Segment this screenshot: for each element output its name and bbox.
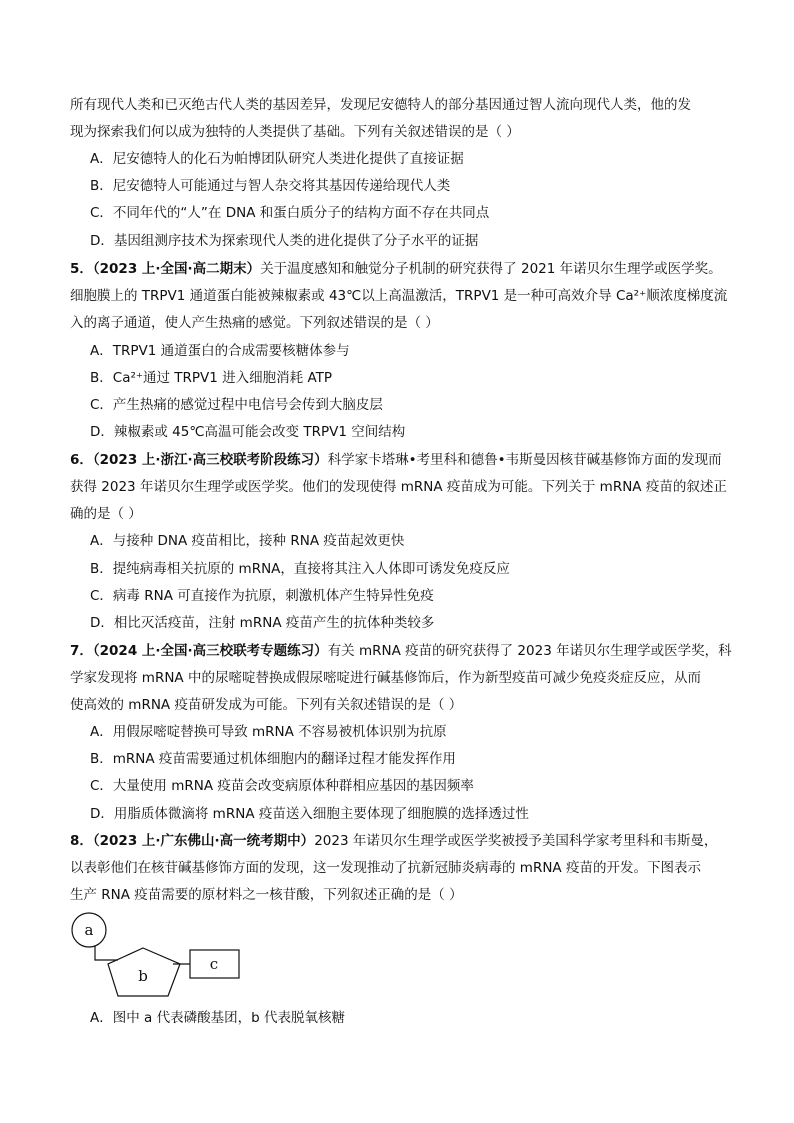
q6-stem-line-2: 获得 2023 年诺贝尔生理学或医学奖。他们的发现使得 mRNA 疫苗成为可能。下列关于 mRNA 疫苗的叙述正 xyxy=(70,479,727,495)
q6-option-c: C．病毒 RNA 可直接作为抗原，刺激机体产生特异性免疫 xyxy=(90,588,434,604)
q6-option-d: D．相比灭活疫苗，注射 mRNA 疫苗产生的抗体种类较多 xyxy=(90,615,435,631)
q8-stem-line-3: 生产 RNA 疫苗需要的原材料之一核苷酸，下列叙述正确的是（ ） xyxy=(70,887,463,903)
label-c: c xyxy=(209,955,219,973)
q7-option-d: D．用脂质体微滴将 mRNA 疫苗送入细胞主要体现了细胞膜的选择透过性 xyxy=(90,806,529,822)
q7-option-c: C．大量使用 mRNA 疫苗会改变病原体种群相应基因的基因频率 xyxy=(90,778,474,794)
q8-stem-line-2: 以表彰他们在核苷碱基修饰方面的发现，这一发现推动了抗新冠肺炎病毒的 mRNA 疫苗的开发。下图表示 xyxy=(70,860,701,876)
q4-option-a: A．尼安德特人的化石为帕博团队研究人类进化提供了直接证据 xyxy=(90,151,464,167)
q5-source: 5．（2023 上·全国·高二期末） xyxy=(70,261,261,277)
q7-stem-line-2: 学家发现将 mRNA 中的尿嘧啶替换成假尿嘧啶进行碱基修饰后，作为新型疫苗可减少免疫炎症反应，从而 xyxy=(70,670,701,686)
q6-stem-text: 科学家卡塔琳•考里科和德鲁•韦斯曼因核苷碱基修饰方面的发现而 xyxy=(327,452,722,468)
q7-option-b: B．mRNA 疫苗需要通过机体细胞内的翻译过程才能发挥作用 xyxy=(90,751,456,767)
q6-option-b: B．提纯病毒相关抗原的 mRNA，直接将其注入人体即可诱发免疫反应 xyxy=(90,561,510,577)
q5-stem-line-1 xyxy=(70,259,730,279)
q4-stem-line-2: 现为探索我们何以成为独特的人类提供了基础。下列有关叙述错误的是（ ） xyxy=(70,124,520,140)
q4-option-b: B．尼安德特人可能通过与智人杂交将其基因传递给现代人类 xyxy=(90,178,451,194)
q4-option-d: D．基因组测序技术为探索现代人类的进化提供了分子水平的证据 xyxy=(90,233,479,249)
bond-a-b xyxy=(95,946,118,960)
q7-source: 7．（2024 上·全国·高三校联考专题练习） xyxy=(70,643,328,659)
q6-option-a: A．与接种 DNA 疫苗相比，接种 RNA 疫苗起效更快 xyxy=(90,533,405,549)
q7-stem-line-1 xyxy=(70,641,730,661)
nucleotide-diagram xyxy=(66,910,256,1002)
q7-option-a: A．用假尿嘧啶替换可导致 mRNA 不容易被机体识别为抗原 xyxy=(90,724,447,740)
q5-stem-line-3: 入的离子通道，使人产生热痛的感觉。下列叙述错误的是（ ） xyxy=(70,315,439,331)
q7-stem-line-3: 使高效的 mRNA 疫苗研发成为可能。下列有关叙述错误的是（ ） xyxy=(70,697,463,713)
q5-option-c: C．产生热痛的感觉过程中电信号会传到大脑皮层 xyxy=(90,397,383,413)
q8-stem-line-1 xyxy=(70,831,730,851)
q6-stem-line-3: 确的是（ ） xyxy=(70,506,142,522)
q5-option-a: A．TRPV1 通道蛋白的合成需要核糖体参与 xyxy=(90,343,350,359)
q4-option-c: C．不同年代的“人”在 DNA 和蛋白质分子的结构方面不存在共同点 xyxy=(90,205,490,221)
q5-stem-text: 关于温度感知和触觉分子机制的研究获得了 2021 年诺贝尔生理学或医学奖。 xyxy=(260,261,722,277)
label-b: b xyxy=(138,967,148,985)
q6-stem-line-1 xyxy=(70,450,730,470)
q8-stem-text: 2023 年诺贝尔生理学或医学奖被授予美国科学家考里科和韦斯曼， xyxy=(314,833,718,849)
q6-source: 6．（2023 上·浙江·高三校联考阶段练习） xyxy=(70,452,328,468)
q8-option-a: A．图中 a 代表磷酸基团，b 代表脱氧核糖 xyxy=(90,1010,345,1026)
q7-stem-text: 有关 mRNA 疫苗的研究获得了 2023 年诺贝尔生理学或医学奖，科 xyxy=(327,643,732,659)
label-a: a xyxy=(84,921,94,939)
q5-stem-line-2: 细胞膜上的 TRPV1 通道蛋白能被辣椒素或 43℃以上高温激活，TRPV1 是一种可高效介导 Ca²⁺顺浓度梯度流 xyxy=(70,288,728,304)
q4-stem-line-1: 所有现代人类和已灭绝古代人类的基因差异，发现尼安德特人的部分基因通过智人流向现代人类，他的发 xyxy=(70,97,691,113)
q5-option-b: B．Ca²⁺通过 TRPV1 进入细胞消耗 ATP xyxy=(90,370,333,386)
q8-source: 8．（2023 上·广东佛山·高一统考期中） xyxy=(70,833,315,849)
q5-option-d: D．辣椒素或 45℃高温可能会改变 TRPV1 空间结构 xyxy=(90,424,406,440)
